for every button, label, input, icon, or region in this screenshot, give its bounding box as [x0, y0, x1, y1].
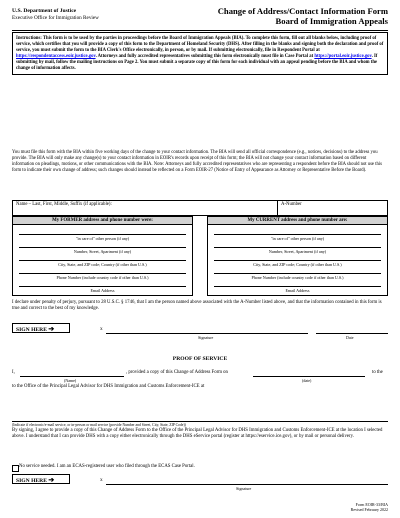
signature-line-2[interactable]	[106, 484, 388, 485]
proof-date-line[interactable]	[253, 376, 365, 377]
proof-method-line[interactable]	[12, 421, 388, 422]
former-street-field[interactable]: Number, Street, Apartment (if any)	[19, 247, 186, 254]
signature-caption-2: Signature	[236, 486, 252, 491]
no-service-label: No service needed. I am an ECAS-registered user who filed through the ECAS Case Portal.	[19, 464, 195, 469]
a-number-label: A-Number	[281, 202, 302, 207]
checkbox-icon[interactable]	[12, 465, 19, 472]
former-email-field[interactable]: Email Address	[19, 286, 186, 293]
signature-caption-1: Signature	[198, 335, 214, 340]
current-address-title: My CURRENT address and phone number are:	[208, 217, 387, 225]
proof-paragraph	[12, 428, 388, 440]
former-phone-field[interactable]: Phone Number (include country code if other than U.S.)	[19, 273, 186, 280]
form-title-line2: Board of Immigration Appeals	[275, 16, 388, 26]
current-street-field[interactable]: Number, Street, Apartment (if any)	[214, 247, 381, 254]
agency-header	[12, 8, 99, 22]
certification-statement: I declare under penalty of perjury, pursuant to 28 U.S.C. § 1746, that I am the person named above associated with the A-Number listed above, and that the information contained in this form is true and correct to the best of my knowledge.	[12, 300, 382, 312]
revision-date: Revised February 2022	[350, 507, 388, 512]
proof-paragraph-b: ), or by mail or personal delivery.	[289, 434, 354, 440]
eservice-link[interactable]: https://eservice.ice.gov	[245, 434, 290, 440]
proof-row1-mid: , provided a copy of this Change of Address Form on	[126, 370, 228, 375]
former-care-of-field[interactable]: "in care of" other person (if any)	[19, 234, 186, 241]
proof-row1-start: I,	[12, 370, 15, 375]
instructions-text-3: . If submitting by mail, follow the mailing instructions on Page 2. You must submit a separate copy of this form for each individual with an appeal pending before the BIA and whom the change of information affects.	[16, 54, 378, 72]
instructions-text-1: Instructions: This form is to be used by the parties in proceedings before the Board of Immigration Appeals (BIA). To complete this form, fill out all blanks below, including proof of service, which certifies that you will provide a copy of this form to the Department of Homeland Security (DHS). After filling in the blanks and signing both the declaration and proof of service, you must submit the form to the BIA Clerk's Office electronically, in person, or by mail. If submitting electronically, file in Respondent Portal at	[16, 36, 384, 54]
proof-name-caption: (Name)	[64, 378, 77, 383]
current-care-of-field[interactable]: "in care of" other person (if any)	[214, 234, 381, 241]
date-caption-1: Date	[346, 335, 354, 340]
sign-here-button-1[interactable]	[12, 323, 70, 333]
form-title	[218, 6, 388, 26]
current-email-field[interactable]: Email Address	[214, 286, 381, 293]
right-arrow-icon: ➔	[48, 325, 55, 333]
current-city-field[interactable]: City, State, and ZIP code; Country (if other than U.S.)	[214, 260, 381, 267]
case-portal-link[interactable]: https://portal.eoir.justice.gov	[314, 54, 372, 60]
former-address-box	[12, 216, 193, 296]
signature-x-2: x	[100, 477, 103, 483]
department-name: U.S. Department of Justice	[12, 8, 77, 14]
proof-row1-end: to the	[372, 370, 383, 375]
form-number: Form EOIR-33/BIA	[355, 502, 388, 507]
proof-method-caption: (Indicate if electronic/e-mail service, or in-person or mail service (provide Number and Street, City, State, ZIP Code))	[12, 423, 186, 427]
current-address-box	[207, 216, 388, 296]
proof-of-service-title: PROOF OF SERVICE	[172, 356, 228, 362]
former-address-title: My FORMER address and phone number were:	[13, 217, 192, 225]
proof-paragraph-a: By signing, I agree to provide a copy of this Change of Address Form to the Office of the Principal Legal Advisor for DHS Immigration and Customs Enforcement-ICE at the location I selected above. I understand that I can provide DHS with a copy either electronically through the DHS eService portal (register at	[12, 428, 383, 440]
date-line-1[interactable]	[316, 333, 388, 334]
header-rule	[12, 30, 388, 31]
current-phone-field[interactable]: Phone Number (include country code if other than U.S.)	[214, 273, 381, 280]
former-city-field[interactable]: City, State, and ZIP code; Country (if other than U.S.)	[19, 260, 186, 267]
sign-here-button-2[interactable]	[12, 474, 70, 484]
instructions-text-2: . Attorneys and fully accredited representatives submitting this form electronically must file in Case Portal at	[95, 54, 315, 60]
right-arrow-icon: ➔	[48, 476, 55, 484]
sign-here-label-2: SIGN HERE	[16, 478, 47, 484]
name-label: Name – Last, First, Middle, Suffix (if applicable):	[16, 202, 112, 207]
proof-row2: to the Office of the Principal Legal Advisor for DHS Immigration and Customs Enforcement-ICE at	[12, 384, 205, 389]
name-box	[12, 200, 388, 216]
proof-date-caption: (date)	[302, 378, 312, 383]
signature-x-1: x	[100, 326, 103, 332]
form-title-line1: Change of Address/Contact Information Form	[217, 6, 388, 16]
form-footer	[351, 502, 388, 512]
notice-paragraph: You must file this form with the BIA within five working days of the change to your contact information. The BIA will send all official correspondence (e.g., notices, decisions) to the address you provide. The BIA will only make any change(s) to your contact information in EOIR's records upon receipt of this form; the BIA will not change your contact information based on different information on pleadings, motions, or other communications with the BIA. Note: Attorneys and fully accredited representatives who are representing a respondent before the BIA should not use this form to indicate their own change of address; such changes should instead be reflected on a Form EOIR-27 (Notice of Entry of Appearance as Attorney or Representative Before the Board).	[12, 150, 382, 174]
sign-here-label-1: SIGN HERE	[16, 327, 47, 333]
signature-line-1[interactable]	[106, 333, 308, 334]
name-box-divider	[277, 201, 278, 215]
office-name: Executive Office for Immigration Review	[12, 15, 99, 21]
instructions-box	[12, 32, 388, 75]
respondent-portal-link[interactable]: https://respondentaccess.eoir.justice.gov	[16, 54, 96, 60]
proof-name-line[interactable]	[20, 376, 124, 377]
